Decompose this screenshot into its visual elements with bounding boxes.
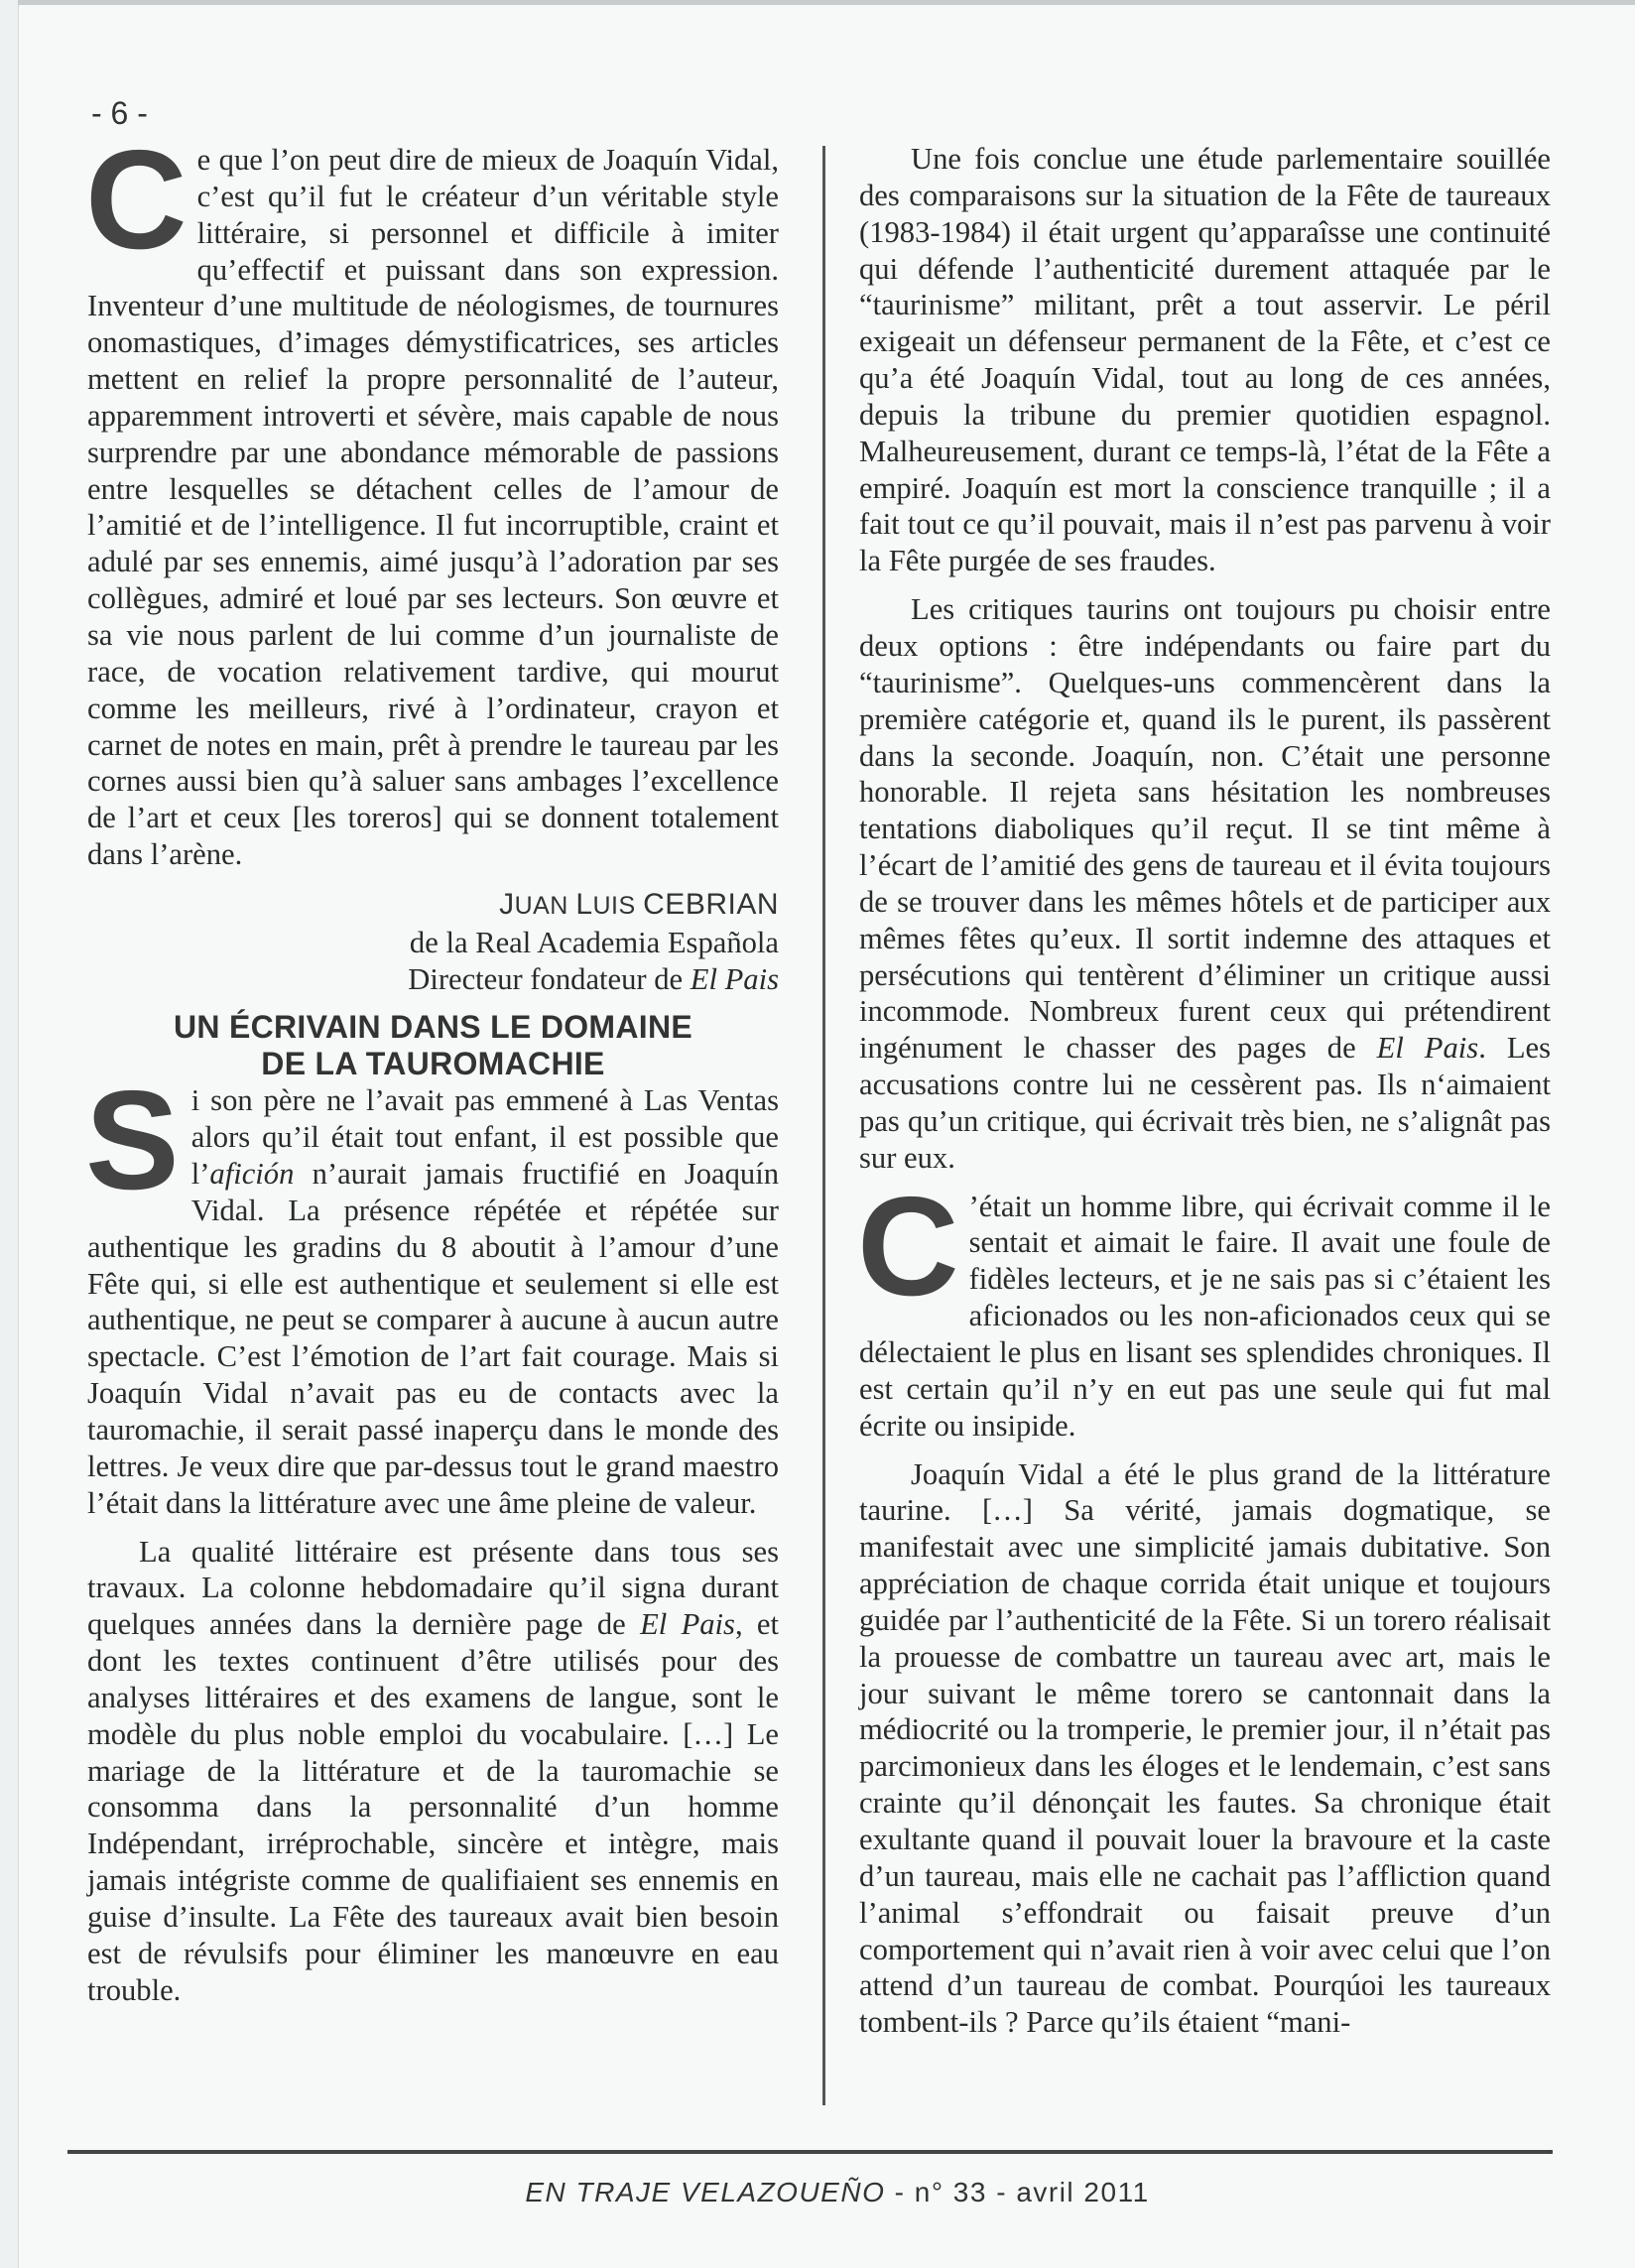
publication-title: EN TRAJE VELAZOUEÑO bbox=[525, 2177, 886, 2207]
scan-edge bbox=[0, 0, 19, 2268]
intro-paragraph bbox=[85, 121, 779, 873]
paragraph-critiques: Les critiques taurins ont toujours pu choisir entre deux options : être indépendants ou faire part du “taurinisme”. Quelques-uns commencèrent dans la première catégorie et, quand ils le purent, ils passèrent dans la seconde. Joaquín, non. C’était une personne honorable. Il rejeta sans hésitation les nombreuses tentations diaboliques qu’il reçut. Il se tint même à l’écart de l’amitié des gens de taureau et il évita toujours de se trouver dans les mêmes hôtels et de participer aux mêmes fêtes qu’eux. Il sortit indemne des attaques et persécutions qui tentèrent d’éliminer un critique aussi incommode. Nombreux furent ceux qui prétendirent ingénument le chasser des pages de El Pais. Les accusations contre lui ne cessèrent pas. Ils n‘aimaient pas qu’un critique, qui écrivait très bien, ne s’alignât pas sur eux. bbox=[859, 592, 1551, 1175]
drop-cap: C bbox=[85, 121, 188, 279]
paragraph-une-fois: Une fois conclue une étude parlementaire souillée des comparaisons sur la situation de la Fête de taureaux (1983-1984) il était urgent qu’apparaîsse une continuité qui défende l’authenticité durement attaquée par le “taurinisme” militant, prêt a tout asservir. Le péril exigeait un défenseur permanent de la Fête, et c’est ce qu’a été Joaquín Vidal, tout au long de ces années, depuis la tribune du premier quotidien espagnol. Malheureusement, durant ce temps-là, l’état de la Fête a empiré. Joaquín est mort la conscience tranquille ; il a fait tout ce qu’il pouvait, mais il n’est pas parvenu à voir la Fête purgée de ses fraudes. bbox=[859, 142, 1551, 578]
page-number: - 6 - bbox=[91, 95, 148, 131]
paragraph-qualite: La qualité littéraire est présente dans tous ses travaux. La colonne hebdomadaire qu’il signa durant quelques années dans la dernière page de El Pais, et dont les textes continuent d’être utilisés pour des analyses littéraires et des examens de langue, sont le modèle du plus noble emploi du vocabulaire. […] Le mariage de la littérature et de la tauromachie se consomma dans la personnalité d’un homme Indépendant, irréprochable, sincère et intègre, mais jamais intégriste comme de qualifiaient ses ennemis en guise d’insulte. La Fête des taureaux avait bien besoin est de révulsifs pour éliminer les manœuvre en eau trouble. bbox=[87, 1534, 779, 2007]
drop-cap: S bbox=[85, 1062, 180, 1220]
scan-edge-top bbox=[18, 0, 1635, 5]
paragraph-vidal: Joaquín Vidal a été le plus grand de la littérature taurine. […] Sa vérité, jamais dogmatique, se manifestait avec une simplicité jamais dubitative. Son appréciation de chaque corrida était unique et toujours guidée par l’authenticité de la Fête. Si un torero réalisait la prouesse de combattre un taureau avec art, mais le jour suivant le même torero se cantonnait dans la médiocrité ou la tromperie, le premier jour, il n’était pas parcimonieux dans les éloges et le lendemain, c’est sans crainte qu’il dénonçait les fautes. Sa chronique était exultante quand il pouvait louer la bravoure et la caste d’un taureau, mais elle ne cachait pas l’affliction quand l’animal s’effondrait ou faisait preuve d’un comportement qui n’avait rien à voir avec celui que l’on attend d’un taureau de combat. Pourqúoi les taureaux tombent-ils ? Parce qu’ils étaient “mani- bbox=[859, 1456, 1551, 2040]
drop-cap: C bbox=[857, 1167, 959, 1325]
left-column bbox=[85, 121, 779, 2009]
footer-rule bbox=[67, 2150, 1553, 2154]
footer bbox=[0, 2177, 1635, 2208]
paragraph-si-son-pere: Si son père ne l’avait pas emmené à Las Ventas alors qu’il était tout enfant, il est possible que l’afición n’aurait jamais fructifié en Joaquín Vidal. La présence répétée et répétée sur authentique les gradins du 8 aboutit à l’amour d’une Fête qui, si elle est authentique et seulement si elle est authentique, ne peut se comparer à aucune à aucun autre spectacle. C’est l’émotion de l’art fait courage. Mais si Joaquín Vidal n’avait pas eu de contacts avec la tauromachie, il serait passé inaperçu dans le monde des lettres. Je veux dire que par-dessus tout le grand maestro l’était dans la littérature avec une âme pleine de valeur. bbox=[85, 1062, 779, 1520]
author-title: Directeur fondateur de El Pais bbox=[408, 961, 779, 996]
issue-info: - n° 33 - avril 2011 bbox=[885, 2177, 1150, 2207]
author-name: JUAN LUIS CEBRIAN bbox=[499, 887, 779, 921]
section-heading: UN ÉCRIVAIN DANS LE DOMAINE DE LA TAUROMACHIE bbox=[173, 1009, 693, 1082]
author-affiliation: de la Real Academia Española bbox=[409, 925, 779, 959]
intro-text: e que l’on peut dire de mieux de Joaquín Vidal, c’est qu’il fut le créateur d’un véritable style littéraire, si personnel et difficile à imiter qu’effectif et puissant dans son expression. Inventeur d’une multitude de néologismes, de tournures onomastiques, d’images démystificatrices, ses articles mettent en relief la propre personnalité de l’auteur, apparemment introverti et sévère, mais capable de nous surprendre par une abondance mémorable de passions entre lesquelles se détachent celles de l’amour de l’amitié et de l’intelligence. Il fut incorruptible, craint et adulé par ses ennemis, aimé jusqu’à l’adoration par ses collègues, admiré et loué par ses lecteurs. Son œuvre et sa vie nous parlent de lui comme d’un journaliste de race, de vocation relativement tardive, qui mourut comme les meilleurs, rivé à l’ordinateur, crayon et carnet de notes en main, prêt à prendre le taureau par les cornes aussi bien qu’à saluer sans ambages l’excellence de l’art et ceux [les toreros] qui se donnent totalement dans l’arène. bbox=[87, 143, 779, 872]
column-divider bbox=[822, 146, 825, 2105]
paragraph-homme-libre: C ’était un homme libre, qui écrivait comme il le sentait et aimait le faire. Il avait une foule de fidèles lecteurs, et je ne sais pas si c’étaient les aficionados ou les non-aficionados ceux qui se délectaient le plus en lisant ses splendides chroniques. Il est certain qu’il n’y en eut pas une seule qui fut mal écrite ou insipide. bbox=[857, 1167, 1551, 1443]
right-column bbox=[859, 141, 1551, 2041]
